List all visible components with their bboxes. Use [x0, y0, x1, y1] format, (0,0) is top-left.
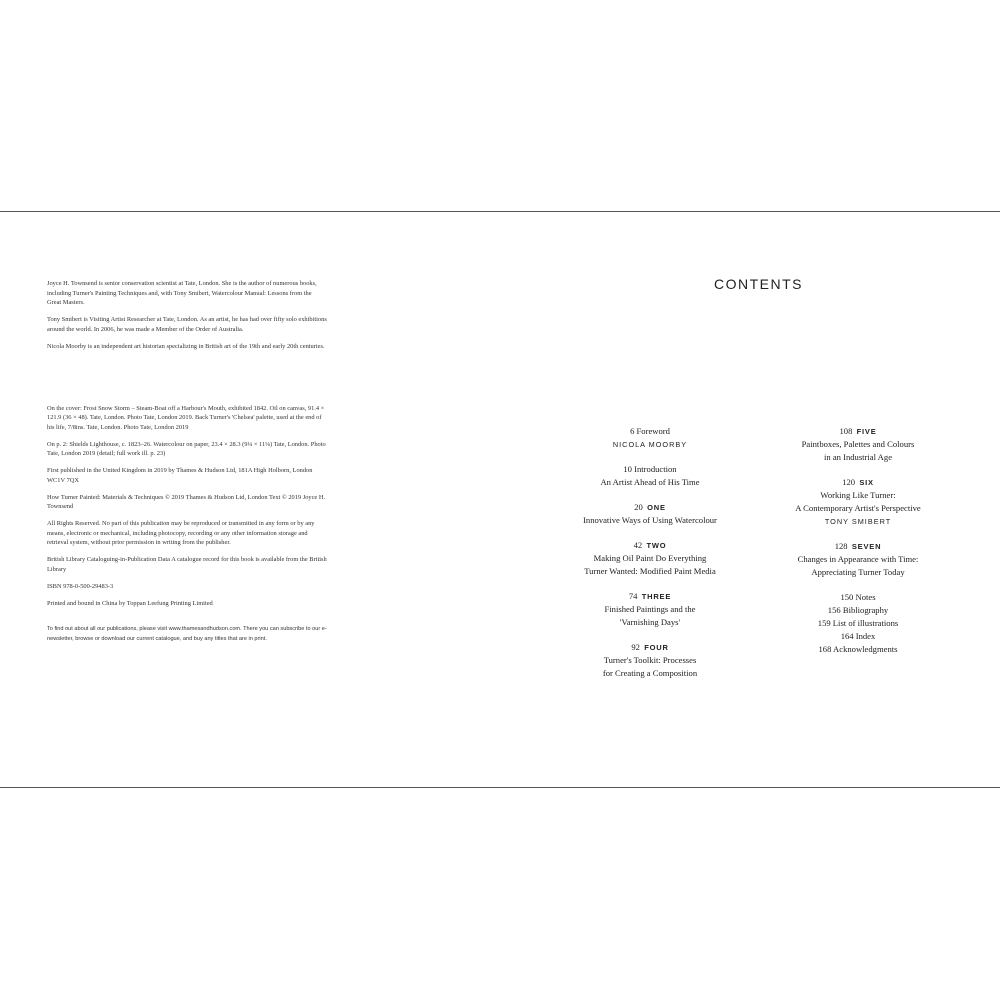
contents-entry [763, 425, 953, 464]
bio-joyce: Joyce H. Townsend is senior conservation scientist at Tate, London. She is the author of numerous books, including Turner's Painting Techniques and, with Tony Smibert, Watercolour Manual: Lessons from the Great Masters. [47, 280, 317, 306]
contents-entry [555, 501, 745, 527]
backmatter-item: 159 List of illustrations [817, 618, 899, 628]
isbn: ISBN 978-0-500-29483-3 [47, 582, 114, 590]
entry-title-line: An Artist Ahead of His Time [600, 477, 700, 487]
entry-title-line: Making Oil Paint Do Everything [593, 553, 707, 563]
contents-column-2 [763, 425, 953, 656]
backmatter-item: 156 Bibliography [827, 605, 889, 615]
entry-heading: 6 Foreword [630, 426, 670, 436]
copyright-page [47, 279, 327, 652]
contents-entry [555, 539, 745, 578]
entry-title-line: 'Varnishing Days' [619, 617, 681, 627]
backmatter-item: 150 Notes [840, 592, 876, 602]
contents-column-1 [555, 425, 745, 692]
backmatter-item: 168 Acknowledgments [818, 644, 898, 654]
backmatter-list [763, 591, 953, 656]
entry-heading: 10 Introduction [623, 464, 677, 474]
contents-title: CONTENTS [714, 276, 803, 292]
first-published: First published in the United Kingdom in 2019 by Thames & Hudson Ltd, 181A High Holborn, London WC1V 7QX [47, 467, 313, 484]
contents-entry [555, 590, 745, 629]
cip-data: British Library Cataloguing-in-Publication Data A catalogue record for this book is available from the British Library [47, 556, 327, 573]
contents-entry [555, 425, 745, 451]
entry-title-line: Appreciating Turner Today [811, 567, 905, 577]
entry-heading: 108 FIVE [839, 426, 877, 436]
entry-title-line: Paintboxes, Palettes and Colours [801, 439, 915, 449]
entry-title-line: Innovative Ways of Using Watercolour [583, 515, 717, 525]
entry-heading: 42 TWO [633, 540, 667, 550]
contents-entry [555, 641, 745, 680]
backmatter-item: 164 Index [840, 631, 876, 641]
entry-title-line: for Creating a Composition [602, 668, 698, 678]
entry-author: NICOLA MOORBY [612, 440, 688, 449]
entry-title-line: Changes in Appearance with Time: [797, 554, 919, 564]
page2-credit: On p. 2: Shields Lighthouse, c. 1823–26. Watercolour on paper, 23.4 × 28.3 (9¼ × 11⅛) Tate, London. Photo Tate, London 2019 (detail; full work ill. p. 23) [47, 440, 326, 457]
entry-heading: 92 FOUR [631, 642, 669, 652]
entry-title-line: A Contemporary Artist's Perspective [795, 503, 921, 513]
entry-heading: 74 THREE [628, 591, 672, 601]
entry-author: TONY SMIBERT [824, 517, 892, 526]
printed-info: Printed and bound in China by Toppan Leefung Printing Limited [47, 599, 213, 607]
entry-title-line: Turner's Toolkit: Processes [603, 655, 697, 665]
entry-heading: 120 SIX [842, 477, 874, 487]
entry-title-line: Working Like Turner: [820, 490, 896, 500]
entry-title-line: in an Industrial Age [823, 452, 893, 462]
book-spread [0, 211, 1000, 788]
entry-title-line: Finished Paintings and the [604, 604, 696, 614]
bio-nicola: Nicola Moorby is an independent art historian specializing in British art of the 19th and early 20th centuries. [47, 342, 325, 350]
entry-heading: 128 SEVEN [834, 541, 882, 551]
rights-notice: All Rights Reserved. No part of this publication may be reproduced or transmitted in any form or by any means, electronic or mechanical, including photocopy, recording or any other information storage and retrieval system, without prior permission in writing from the publisher. [47, 520, 315, 546]
website-info: To find out about all our publications, please visit www.thamesandhudson.com. There you can subscribe to our e-newsletter, browse or download our current catalogue, and buy any titles that are in print. [47, 626, 327, 642]
copyright-notice: How Turner Painted: Materials & Techniques © 2019 Thames & Hudson Ltd, London Text © 2019 Joyce H. Townsend [47, 493, 326, 510]
cover-credit: On the cover: Frost Snow Storm – Steam-Boat off a Harbour's Mouth, exhibited 1842. Oil on canvas, 91.4 × 121.9 (36 × 48). Tate, London. Photo Tate, London 2019. Back Turner's 'Chelsea' palette, used at the end of his life, 7/8ins. Tate, London. Photo Tate, London 2019 [47, 404, 325, 431]
contents-entry [763, 476, 953, 528]
contents-entry [763, 540, 953, 579]
entry-heading: 20 ONE [634, 502, 666, 512]
contents-entry [555, 463, 745, 489]
entry-title-line: Turner Wanted: Modified Paint Media [584, 566, 716, 576]
bio-tony: Tony Smibert is Visiting Artist Researcher at Tate, London. As an artist, he has had over fifty solo exhibitions around the world. In 2006, he was made a Member of the Order of Australia. [47, 316, 327, 333]
